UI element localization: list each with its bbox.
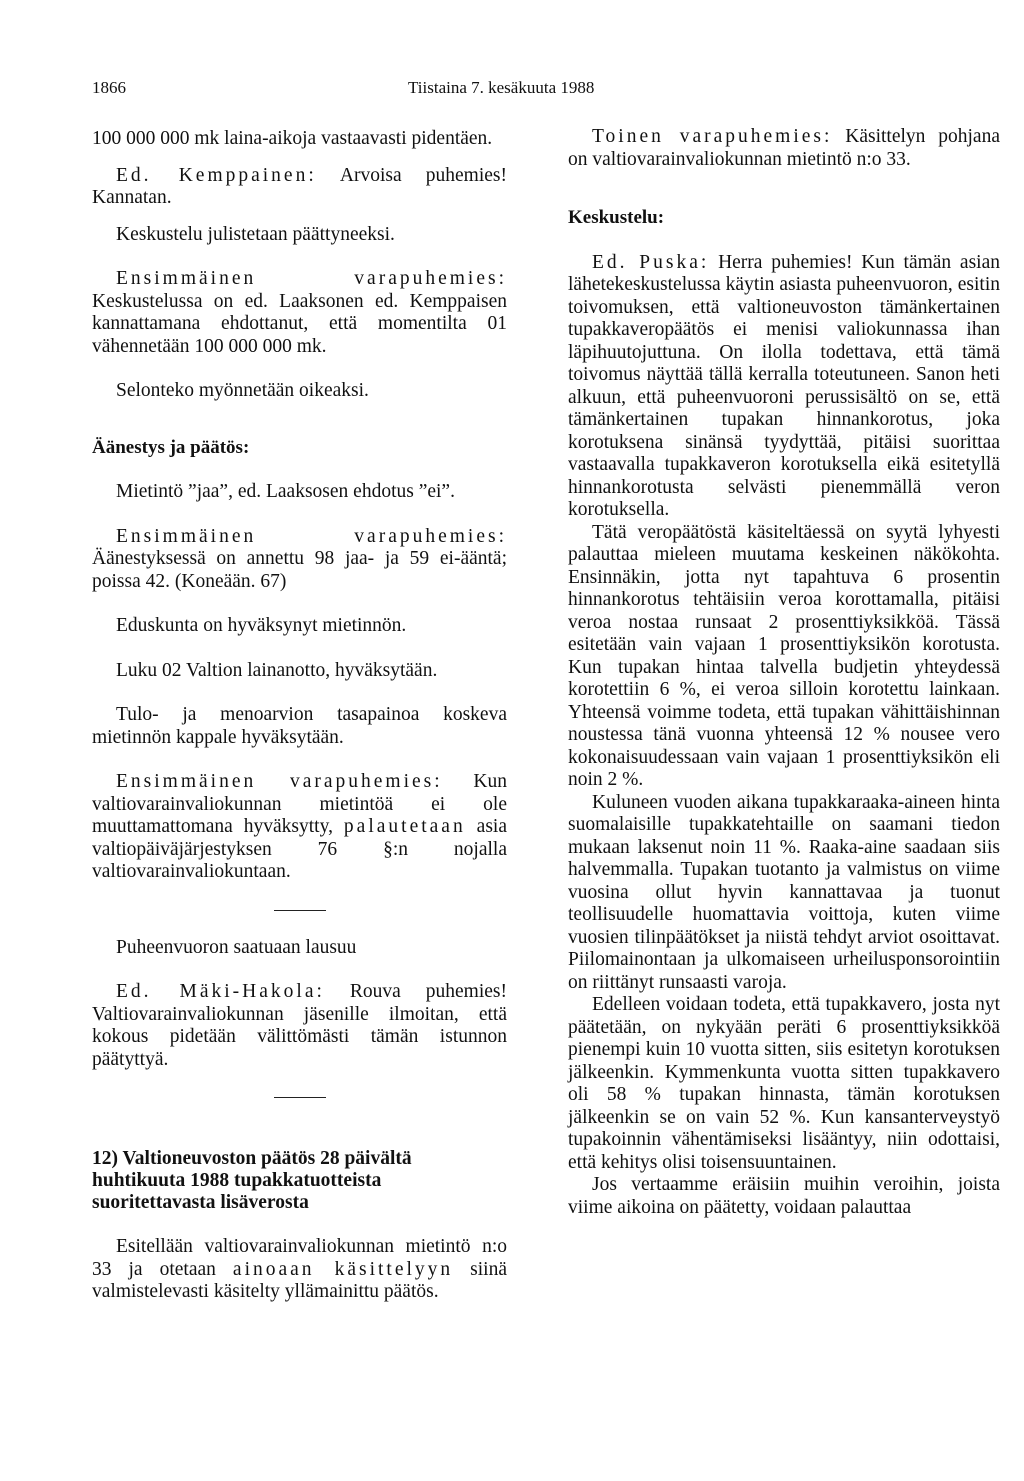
- paragraph: Tätä veropäätöstä käsiteltäessä on syytä lyhyesti palauttaa mieleen muutama keskeinen näkökohta. Ensinnäkin, jotta nyt tapahtuva 6 prosentin hinnankorotus tehtäisiin veroa korottamalla, pitäisi veroa nostaa runsaat 2 prosenttiyksikköä. Tässä esitetään vain vajaan 1 prosenttiyksikön korotusta. Kun tupakan hintaa talvella budjetin yhteydessä korotettiin 6 %, ei veroa silloin korotettu lainkaan. Yhteensä voimme todeta, että tupakan vähittäishinnan noustessa tänä vuonna yhteensä 12 % nousee vero kokonaisuudessaan vain vajaan 1 prosenttiyksikön eli noin 2 %.: [568, 521, 1000, 790]
- speech-text: Arvoisa puhemies! Kannatan.: [92, 164, 507, 208]
- section-heading: Keskustelu:: [568, 207, 665, 228]
- speaker-name: Ensimmäinen varapuhemies:: [116, 525, 507, 547]
- paragraph: Selonteko myönnetään oikeaksi.: [116, 380, 369, 401]
- speech-text: Rouva puhemies! Valtiovarainvaliokunnan jäsenille ilmoitan, että kokous pidetään välittömästi tämän istunnon päätyttyä.: [92, 981, 508, 1070]
- running-title: Tiistaina 7. kesäkuuta 1988: [408, 78, 595, 97]
- page-number: 1866: [92, 78, 126, 97]
- paragraph: Puheenvuoron saatuaan lausuu: [116, 936, 357, 958]
- paragraph: 100 000 000 mk laina-aikoja vastaavasti pidentäen.: [92, 128, 493, 149]
- paragraph: [92, 165, 507, 210]
- paragraph: [568, 252, 1000, 522]
- speech-text: Käsittelyn pohjana on valtiovarainvaliokunnan mietintö n:o 33.: [568, 126, 1000, 170]
- paragraph: [568, 126, 1000, 171]
- paragraph: Mietintö ”jaa”, ed. Laaksosen ehdotus ”ei”.: [116, 481, 455, 502]
- right-column: [568, 126, 1000, 1219]
- paragraph: [92, 1236, 507, 1304]
- speaker-name: Ensimmäinen varapuhemies:: [116, 771, 443, 792]
- speech-text: asia valtiopäiväjärjestyksen 76 §:n nojalla valtiovarainvaliokuntaan.: [92, 816, 507, 882]
- speaker-name: Toinen varapuhemies:: [592, 126, 833, 147]
- speaker-name: Ensimmäinen varapuhemies:: [116, 268, 507, 289]
- paragraph: [92, 526, 507, 594]
- speech-text: Keskustelussa on ed. Laaksonen ed. Kemppaisen kannattamana ehdottanut, että momentilta 01 vähennetään 100 000 000 mk.: [92, 290, 507, 357]
- speech-text: Kun valtiovarainvaliokunnan mietintöä ei ole muuttamattomana hyväksytty,: [92, 771, 507, 837]
- paragraph: Kuluneen vuoden aikana tupakkaraaka-aineen hinta suomalaisille tupakkatehtaille on saamani tiedon mukaan laksenut noin 11 %. Raaka-aine saadaan siis halvemmalla. Tupakan tuotanto ja valmistus on viime vuosina ollut hyvin kannattavaa ja tuonut teollisuudelle huomattavia voittoja, kuten viime vuosien tilinpäätökset ja niistä tehdyt arviot osoittavat. Piilomainontaan ja ulkomaiseen urheilusponsorointiin on riittänyt runsaasti varoja.: [568, 791, 1000, 993]
- paragraph: Keskustelu julistetaan päättyneeksi.: [116, 223, 395, 245]
- speaker-name: Ed. Kemppainen:: [116, 164, 317, 186]
- left-column: [92, 128, 507, 1304]
- paragraph: [92, 771, 507, 884]
- speech-text: Äänestyksessä on annettu 98 jaa- ja 59 ei-ääntä; poissa 42. (Koneään. 67): [92, 548, 507, 592]
- speech-text: Esitellään valtiovarainvaliokunnan mietintö n:o 33 ja otetaan: [92, 1236, 507, 1280]
- divider: [274, 910, 326, 911]
- paragraph: [92, 268, 507, 358]
- section-heading: Äänestys ja päätös:: [92, 436, 250, 458]
- paragraph: Eduskunta on hyväksynyt mietinnön.: [116, 615, 407, 636]
- paragraph: Luku 02 Valtion lainanotto, hyväksytään.: [116, 659, 438, 681]
- emphasized-text: ainoaan käsittelyyn: [232, 1258, 454, 1280]
- paragraph: [92, 981, 507, 1071]
- speaker-name: Ed. Puska:: [592, 251, 710, 273]
- paragraph: Edelleen voidaan todeta, että tupakkavero, josta nyt päätetään, on nykyään peräti 6 prosenttiyksikköä pienempi kuin 10 vuotta sitten, siis esitetyn korotuksen jälkeenkin. Kymmenkunta vuotta sitten tupakkavero oli 58 % tupakan hinnasta, tämän korotuksen jälkeenkin se on vain 52 %. Kun kansanterveystyö tupakoinnin vähentämiseksi lisääntyy, niin odottaisi, että kehitys olisi toisensuuntainen.: [568, 994, 1000, 1173]
- agenda-item-title: 12) Valtioneuvoston päätös 28 päivältä huhtikuuta 1988 tupakkatuotteista suoritettavasta lisäverosta: [92, 1148, 412, 1213]
- speaker-name: Ed. Mäki-Hakola:: [116, 981, 325, 1002]
- paragraph: Tulo- ja menoarvion tasapainoa koskeva mietinnön kappale hyväksytään.: [92, 704, 507, 748]
- paragraph: Jos vertaamme eräisiin muihin veroihin, joista viime aikoina on päätetty, voidaan palauttaa: [568, 1174, 1000, 1218]
- emphasized-text: palautetaan: [343, 816, 466, 837]
- divider: [274, 1097, 326, 1098]
- speech-text: siinä valmistelevasti käsitelty yllämainittu päätös.: [92, 1258, 507, 1302]
- speech-text: Herra puhemies! Kun tämän asian lähetekeskustelussa käytin asiasta puheenvuoron, esitin toivomuksen, että valtioneuvoston tämänkertainen tupakkaveropäätös ei menisi valiokunnassa ihan läpihuutojuttuna. On ilolla todettava, että tämä toivomus näyttää tällä kerralla toteutuneen. Sanon heti alkuun, että puheenvuoroni perussisältö on se, että tämänkertainen tupakan hinnankorotus, joka korotuksena sinänsä tyydyttää, pitäisi suorittaa vastaavalla tupakkaveron korotuksella eikä esitetyllä hinnankorotusta selvästi pienemmällä veron korotuksella.: [568, 251, 1001, 520]
